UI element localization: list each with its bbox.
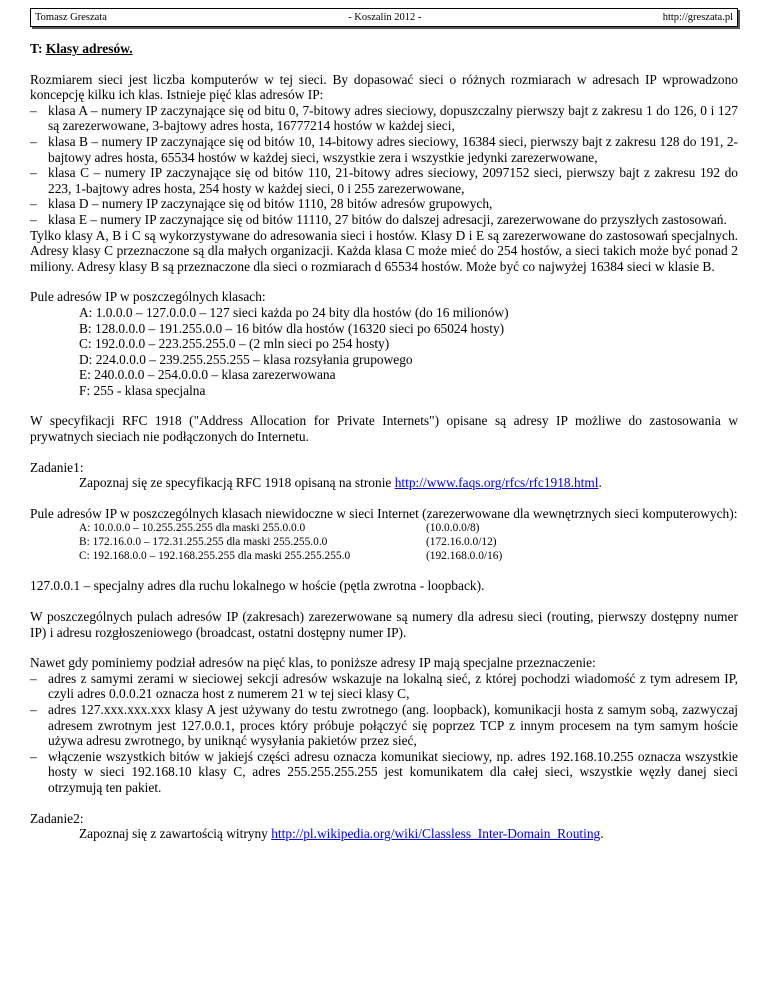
special-list <box>30 671 738 796</box>
task2-text <box>30 826 738 842</box>
private-cidr: (172.16.0.0/12) <box>426 536 497 549</box>
class-item-a: – klasa A – numery IP zaczynające się od bitu 0, 7-bitowy adres sieciowy, dopuszczalny pierwszy bajt z zakresu 1 do 126, 0 i 127 są zarezerwowane, 3-bajtowy adres hosta, 16777214 hostów w każdej sieci, <box>30 103 738 134</box>
loopback-paragraph: 127.0.0.1 – specjalny adres dla ruchu lokalnego w hoście (pętla zwrotna - loopback). <box>30 578 485 594</box>
classes-note: Tylko klasy A, B i C są wykorzystywane do adresowania sieci i hostów. Klasy D i E są zarezerwowane do zastosowań specjalnych. Adresy klasy C przeznaczone są dla małych organizacji. Każda klasa C może mieć do 254 hostów, a sieci takich może być ponad 2 miliony. Adresy klasy B są przeznaczone dla sieci o rozmiarach d 65534 hostów. Może być co najwyżej 16384 sieci w klasie B. <box>30 227 738 274</box>
pools-list <box>30 305 738 399</box>
class-list <box>30 103 738 228</box>
task1-instruction: Zapoznaj się ze specyfikacją RFC 1918 opisaną na stronie <box>79 475 395 491</box>
title-topic: Klasy adresów. <box>45 41 133 56</box>
page-header <box>30 8 738 27</box>
private-cidr: (192.168.0.0/16) <box>426 550 503 563</box>
task2-instruction: Zapoznaj się z zawartością witryny <box>79 826 272 842</box>
private-heading: Pule adresów IP w poszczególnych klasach niewidoczne w sieci Internet (zarezerwowane dla wewnętrznych sieci komputerowych): <box>30 505 738 521</box>
task1-label: Zadanie1: <box>30 459 84 475</box>
rfc-paragraph: W specyfikacji RFC 1918 ("Address Allocation for Private Internets") opisane są adresy IP możliwe do zastosowania w prywatnych sieciach nie podłączonych do Internetu. <box>30 413 738 445</box>
special-item: – włączenie wszystkich bitów w jakiejś części adresu oznacza komunikat sieciowy, np. adres 192.168.10.255 oznacza wszystkie hosty w sieci 192.168.10 klasy C, adres 255.255.255.255 jest komunikatem dla całej sieci, wszystkie węzły danej sieci otrzymują ten pakiet. <box>30 749 738 796</box>
private-ranges-table <box>30 521 738 563</box>
special-item: – adres 127.xxx.xxx.xxx klasy A jest używany do testu zwrotnego (ang. loopback), komunikacji hosta z samym sobą, zazwyczaj adresem zwrotnym jest 127.0.0.1, proces który próbuje połączyć się poprzez TCP z innym procesem na tym samym hoście używa adresu zwrotnego, by uniknąć wysyłania pakietów przez sieć, <box>30 702 738 749</box>
private-cidr: (10.0.0.0/8) <box>426 522 480 535</box>
private-range: B: 172.16.0.0 – 172.31.255.255 dla maski 255.255.0.0 <box>79 536 328 549</box>
document-page <box>30 8 738 842</box>
header-website: http://greszata.pl <box>662 11 733 23</box>
title-prefix: T: <box>30 41 46 56</box>
cidr-wiki-link[interactable]: http://pl.wikipedia.org/wiki/Classless_Inter-Domain_Routing <box>271 826 601 842</box>
special-item: – adres z samymi zerami w sieciowej sekcji adresów wskazuje na lokalną sieć, z której pochodzi wiadomość z tym adresem IP, czyli adres 0.0.0.21 oznacza host z numerem 21 w tej sieci klasy C, <box>30 671 738 702</box>
private-range: A: 10.0.0.0 – 10.255.255.255 dla maski 255.0.0.0 <box>79 522 306 535</box>
class-item-e: – klasa E – numery IP zaczynające się od bitów 11110, 27 bitów do dalszej adresacji, zarezerwowane do przyszłych zastosowań. <box>30 212 738 228</box>
table-row <box>79 521 738 535</box>
header-author: Tomasz Greszata <box>35 11 107 23</box>
header-place-year: - Koszalin 2012 - <box>348 11 422 23</box>
pool-row: B: 128.0.0.0 – 191.255.0.0 – 16 bitów dla hostów (16320 sieci po 65024 hosty) <box>79 320 505 336</box>
task1-text <box>30 475 738 491</box>
task2-end: . <box>600 826 604 842</box>
table-row <box>79 535 738 549</box>
private-range: C: 192.168.0.0 – 192.168.255.255 dla maski 255.255.255.0 <box>79 550 351 563</box>
pool-row: F: 255 - klasa specjalna <box>79 382 206 398</box>
page-title <box>30 41 738 57</box>
special-heading: Nawet gdy pominiemy podział adresów na pięć klas, to poniższe adresy IP mają specjalne przeznaczenie: <box>30 655 596 671</box>
pool-row: D: 224.0.0.0 – 239.255.255.255 – klasa rozsyłania grupowego <box>79 351 413 367</box>
rfc1918-link[interactable]: http://www.faqs.org/rfcs/rfc1918.html <box>394 475 599 491</box>
task1-end: . <box>598 475 602 491</box>
class-item-b: – klasa B – numery IP zaczynające się od bitów 10, 14-bitowy adres sieciowy, 16384 sieci, pierwszy bajt z zakresu 128 do 191, 2-bajtowy adres hosta, 65534 hostów w każdej sieci, wszystkie zera i wszystkie jedynki zarezerwowane, <box>30 134 738 165</box>
pools-heading: Pule adresów IP w poszczególnych klasach: <box>30 289 266 305</box>
intro-paragraph: Rozmiarem sieci jest liczba komputerów w tej sieci. By dopasować sieci o różnych rozmiarach w adresach IP wprowadzono koncepcję kilku ich klas. Istnieje pięć klas adresów IP: <box>30 71 738 103</box>
class-item-c: – klasa C – numery IP zaczynające się od bitów 110, 21-bitowy adres sieciowy, 2097152 sieci, pierwszy bajt z zakresu 192 do 223, 1-bajtowy adres hosta, 254 hosty w każdej sieci, 0 i 255 zarezerwowane, <box>30 165 738 196</box>
pool-row: E: 240.0.0.0 – 254.0.0.0 – klasa zarezerwowana <box>79 367 336 383</box>
task2-label: Zadanie2: <box>30 810 84 826</box>
pool-row: C: 192.0.0.0 – 223.255.255.0 – (2 mln sieci po 254 hosty) <box>79 336 390 352</box>
table-row <box>79 549 738 563</box>
class-item-d: – klasa D – numery IP zaczynające się od bitów 1110, 28 bitów adresów grupowych, <box>30 196 738 212</box>
reserved-paragraph: W poszczególnych pulach adresów IP (zakresach) zarezerwowane są numery dla adresu sieci (routing, pierwszy dostępny numer IP) i adresu rozgłoszeniowego (broadcast, ostatni dostępny numer IP). <box>30 609 738 640</box>
pool-row: A: 1.0.0.0 – 127.0.0.0 – 127 sieci każda po 24 bity dla hostów (do 16 milionów) <box>79 304 509 320</box>
